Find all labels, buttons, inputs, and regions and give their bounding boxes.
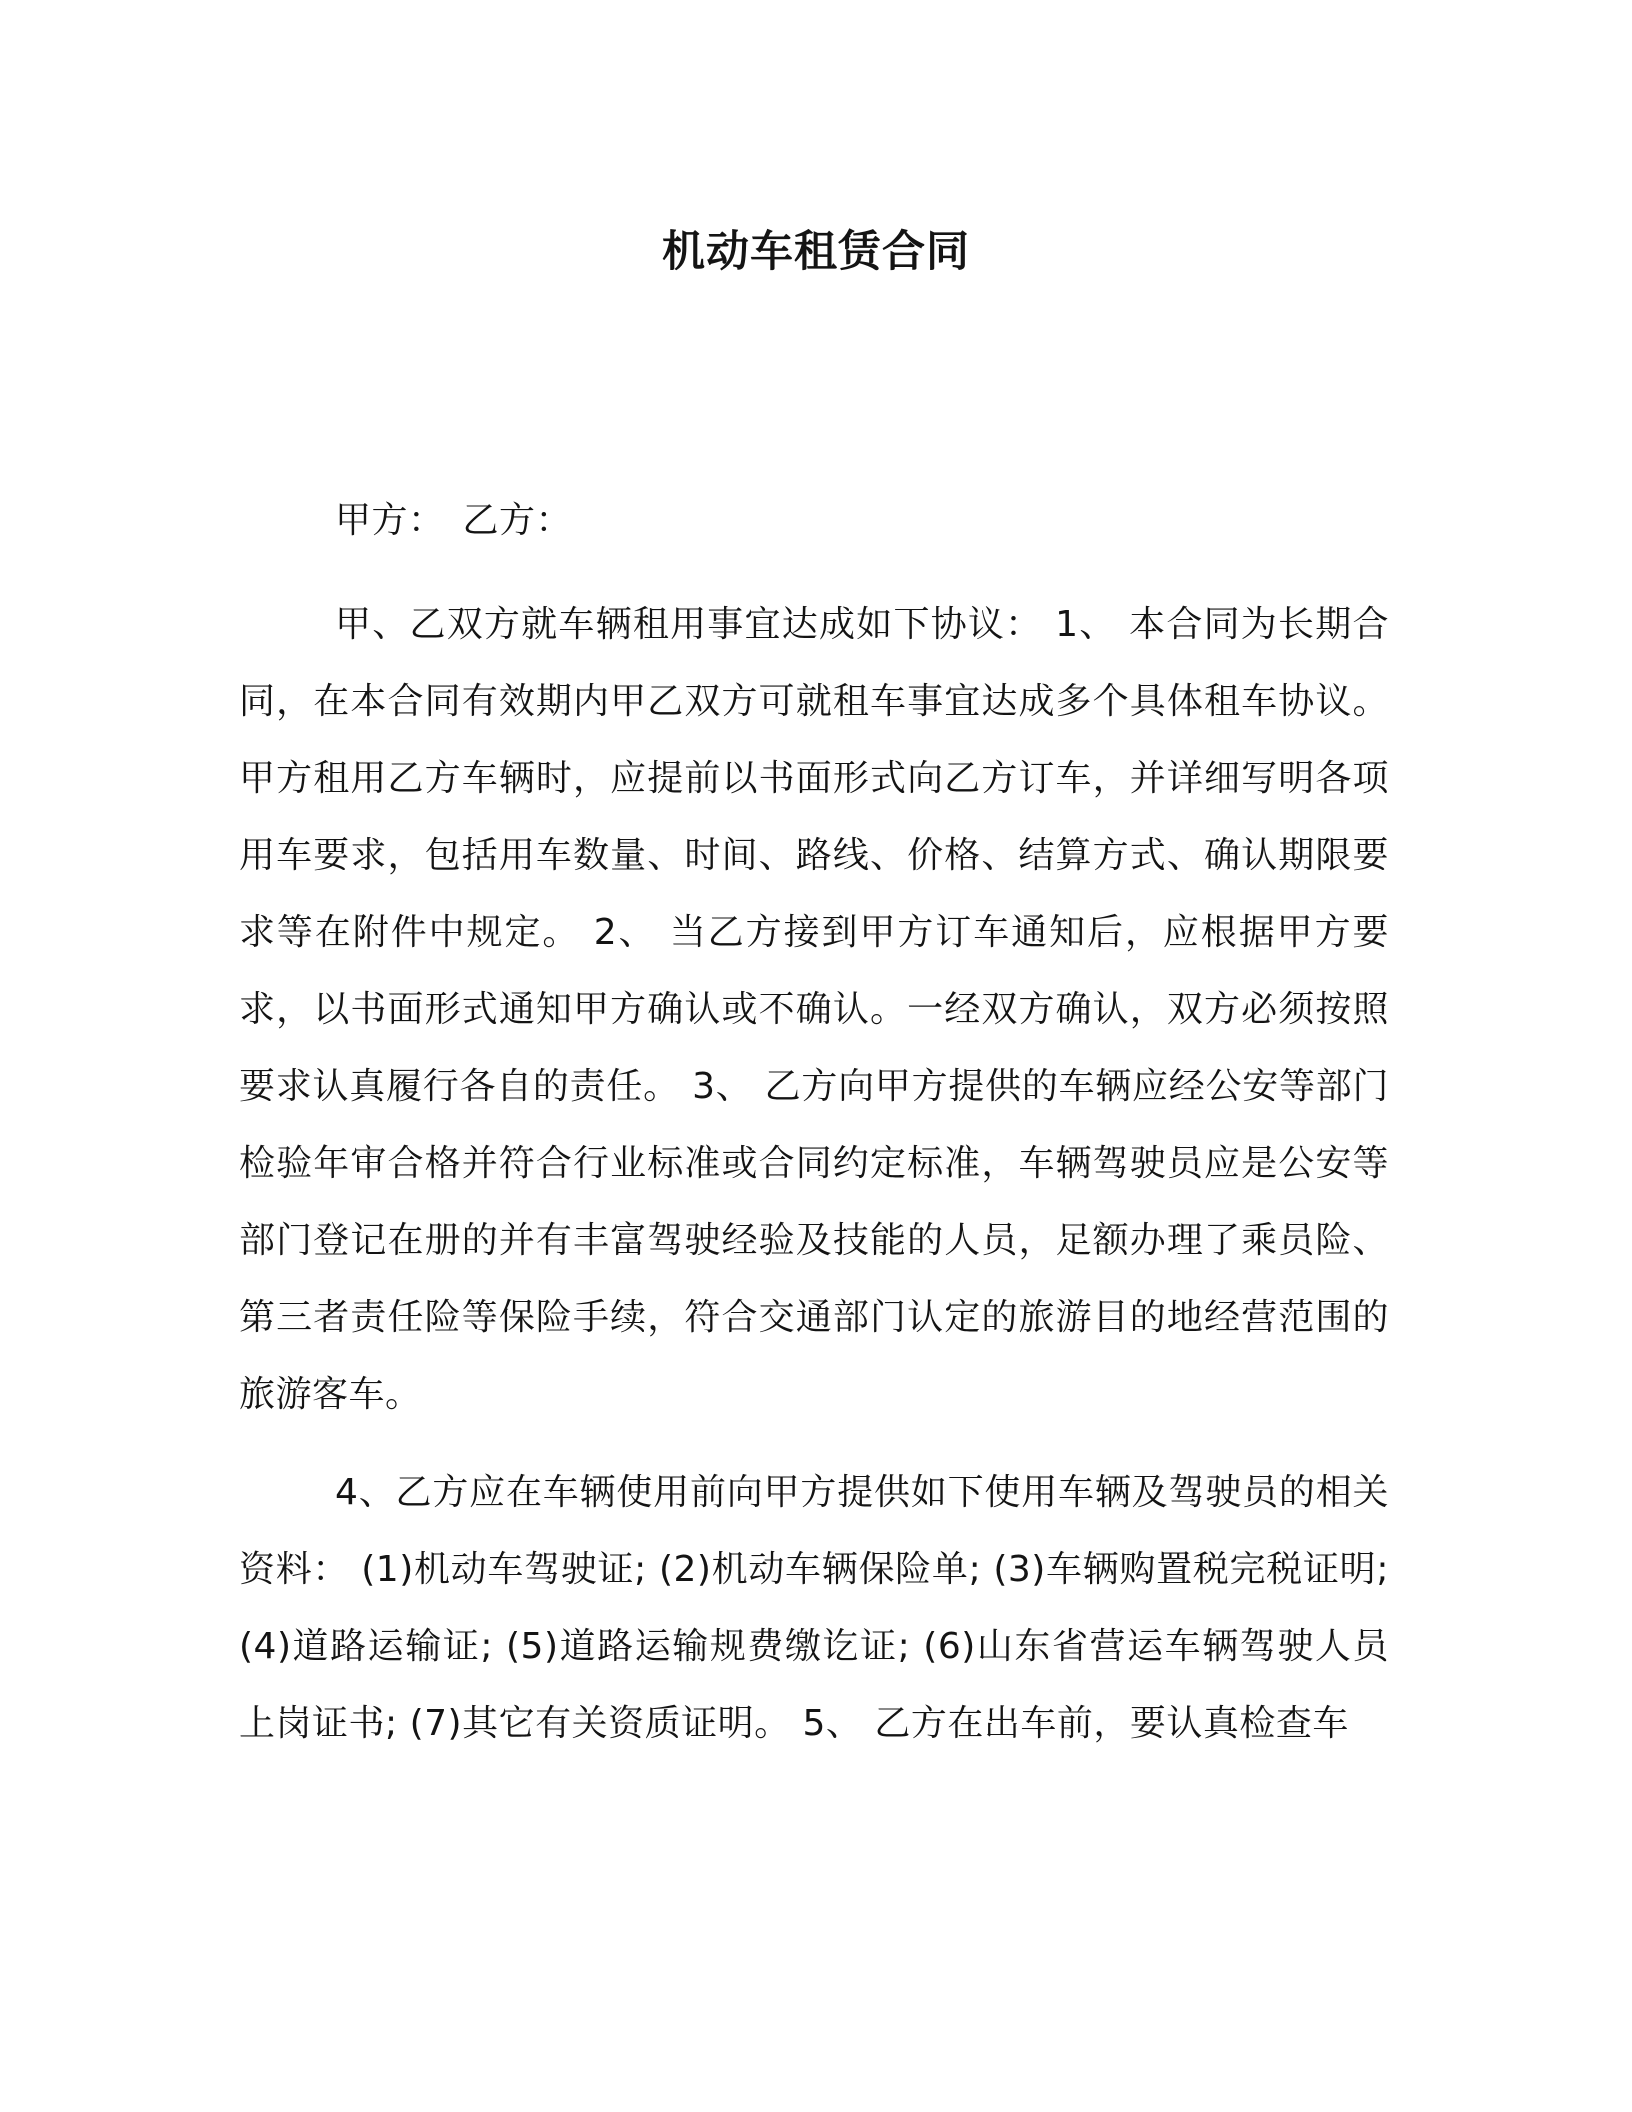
- party-a-label: 甲方：: [335, 500, 445, 541]
- party-b-label: 乙方：: [462, 500, 573, 541]
- parties-line: [239, 482, 1389, 559]
- document-title: 机动车租赁合同: [662, 227, 970, 277]
- paragraph-1: 甲、乙双方就车辆租用事宜达成如下协议： 1、 本合同为长期合同，在本合同有效期内甲乙双方可就租车事宜达成多个具体租车协议。甲方租用乙方车辆时，应提前以书面形式向乙方订车，并详细写明各项用车要求，包括用车数量、时间、路线、价格、结算方式、确认期限要求等在附件中规定。 2、 当乙方接到甲方订车通知后，应根据甲方要求，以书面形式通知甲方确认或不确认。一经双方确认，双方必须按照要求认真履行各自的责任。 3、 乙方向甲方提供的车辆应经公安等部门检验年审合格并符合行业标准或合同约定标准，车辆驾驶员应是公安等部门登记在册的并有丰富驾驶经验及技能的人员，足额办理了乘员险、第三者责任险等保险手续，符合交通部门认定的旅游目的地经营范围的旅游客车。: [239, 604, 1389, 1415]
- paragraph-2: 4、乙方应在车辆使用前向甲方提供如下使用车辆及驾驶员的相关资料： (1)机动车驾驶证; (2)机动车辆保险单; (3)车辆购置税完税证明; (4)道路运输证; (5)道路运输规费缴讫证; (6)山东省营运车辆驾驶人员上岗证书; (7)其它有关资质证明。 5、 乙方在出车前，要认真检查车: [239, 1472, 1389, 1744]
